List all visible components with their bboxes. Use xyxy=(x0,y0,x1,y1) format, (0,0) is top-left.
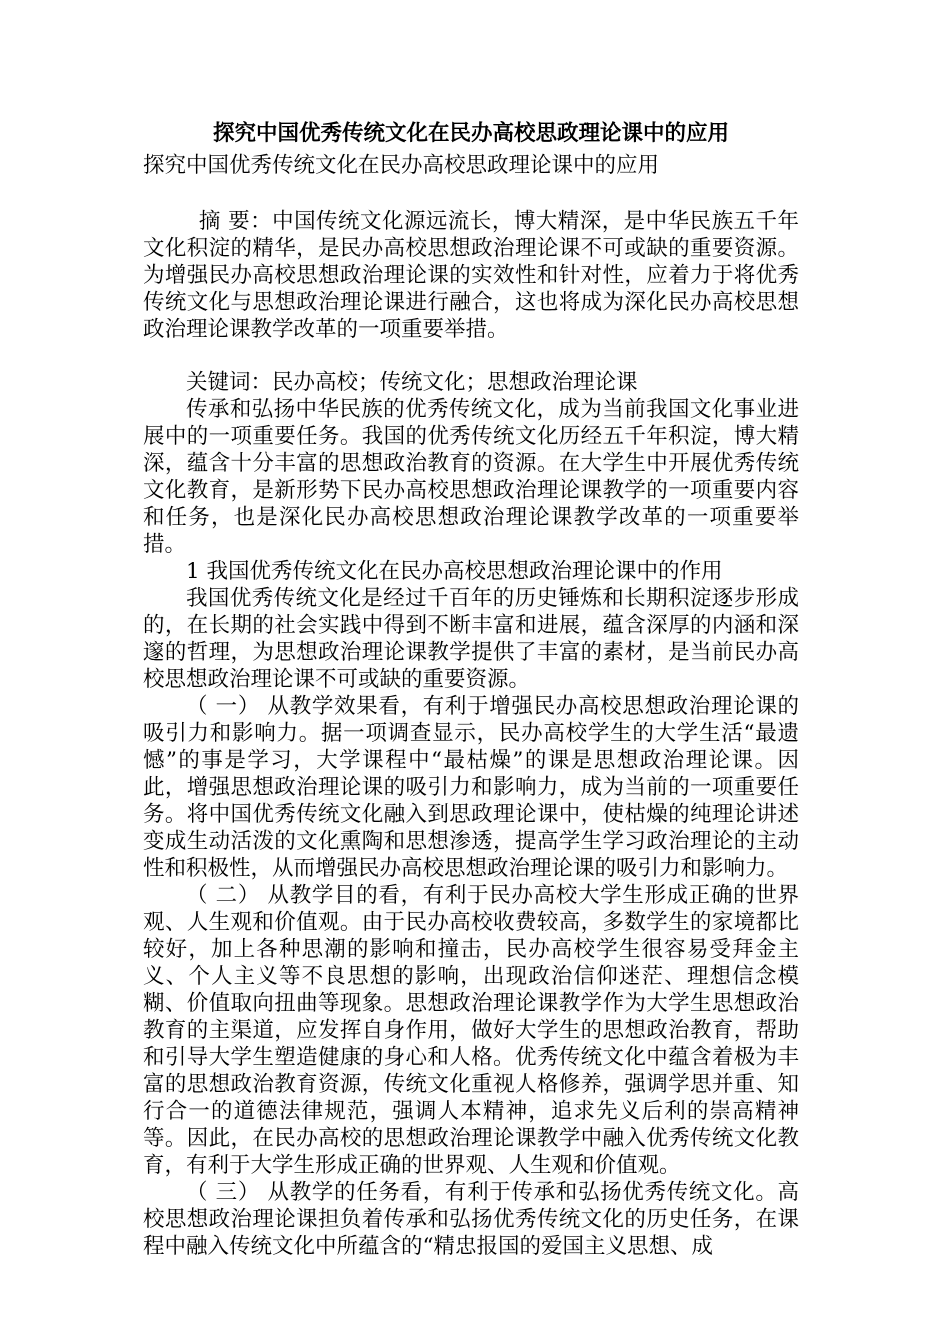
abstract-paragraph: 摘 要：中国传统文化源远流长，博大精深，是中华民族五千年文化积淀的精华，是民办高校思想政治理论课不可或缺的重要资源。为增强民办高校思想政治理论课的实效性和针对性，应着力于将优秀传统文化与思想政治理论课进行融合，这也将成为深化民办高校思想政治理论课教学改革的一项重要举措。 xyxy=(143,209,799,342)
body-paragraph-section-1: 我国优秀传统文化是经过千百年的历史锤炼和长期积淀逐步形成的，在长期的社会实践中得到不断丰富和进展，蕴含深厚的内涵和深邃的哲理，为思想政治理论课教学提供了丰富的素材，是当前民办高校思想政治理论课不可或缺的重要资源。 xyxy=(143,586,799,692)
keywords-line: 关键词：民办高校；传统文化；思想政治理论课 xyxy=(186,370,638,395)
blank-line xyxy=(143,182,799,208)
document-body xyxy=(143,118,799,1260)
body-paragraph-intro: 传承和弘扬中华民族的优秀传统文化，成为当前我国文化事业进展中的一项重要任务。我国的优秀传统文化历经五千年积淀，博大精深，蕴含十分丰富的思想政治教育的资源。在大学生中开展优秀传统文化教育，是新形势下民办高校思想政治理论课教学的一项重要内容和任务，也是深化民办高校思想政治理论课教学改革的一项重要举措。 xyxy=(143,397,799,557)
body-paragraph-point-2: （ 二） 从教学目的看，有利于民办高校大学生形成正确的世界观、人生观和价值观。由于民办高校收费较高，多数学生的家境都比较好，加上各种思潮的影响和撞击，民办高校学生很容易受拜金主义、个人主义等不良思想的影响，出现政治信仰迷茫、理想信念模糊、价值取向扭曲等现象。思想政治理论课教学作为大学生思想政治教育的主渠道，应发挥自身作用，做好大学生的思想政治教育，帮助和引导大学生塑造健康的身心和人格。优秀传统文化中蕴含着极为丰富的思想政治教育资源，传统文化重视人格修养，强调学思并重、知行合一的道德法律规范，强调人本精神，追求先义后利的崇高精神等。因此，在民办高校的思想政治理论课教学中融入优秀传统文化教育，有利于大学生形成正确的世界观、人生观和价值观。 xyxy=(143,883,799,1178)
body-paragraph-point-1: （ 一） 从教学效果看，有利于增强民办高校思想政治理论课的吸引力和影响力。据一项调查显示，民办高校学生的大学生活“最遗憾”的事是学习，大学课程中“最枯燥”的课是思想政治理论课。因此，增强思想政治理论课的吸引力和影响力，成为当前的一项重要任务。将中国优秀传统文化融入到思政理论课中，使枯燥的纯理论讲述变成生动活泼的文化熏陶和思想渗透，提高学生学习政治理论的主动性和积极性，从而增强民办高校思想政治理论课的吸引力和影响力。 xyxy=(143,694,799,881)
document-subtitle: 探究中国优秀传统文化在民办高校思政理论课中的应用 xyxy=(143,153,660,178)
section-heading-1: 1 我国优秀传统文化在民办高校思想政治理论课中的作用 xyxy=(186,559,723,584)
blank-line xyxy=(143,343,799,369)
body-paragraph-point-3: （ 三） 从教学的任务看，有利于传承和弘扬优秀传统文化。高校思想政治理论课担负着传承和弘扬优秀传统文化的历史任务，在课程中融入传统文化中所蕴含的“精忠报国的爱国主义思想、成 xyxy=(143,1180,799,1259)
document-title: 探究中国优秀传统文化在民办高校思政理论课中的应用 xyxy=(212,121,729,146)
